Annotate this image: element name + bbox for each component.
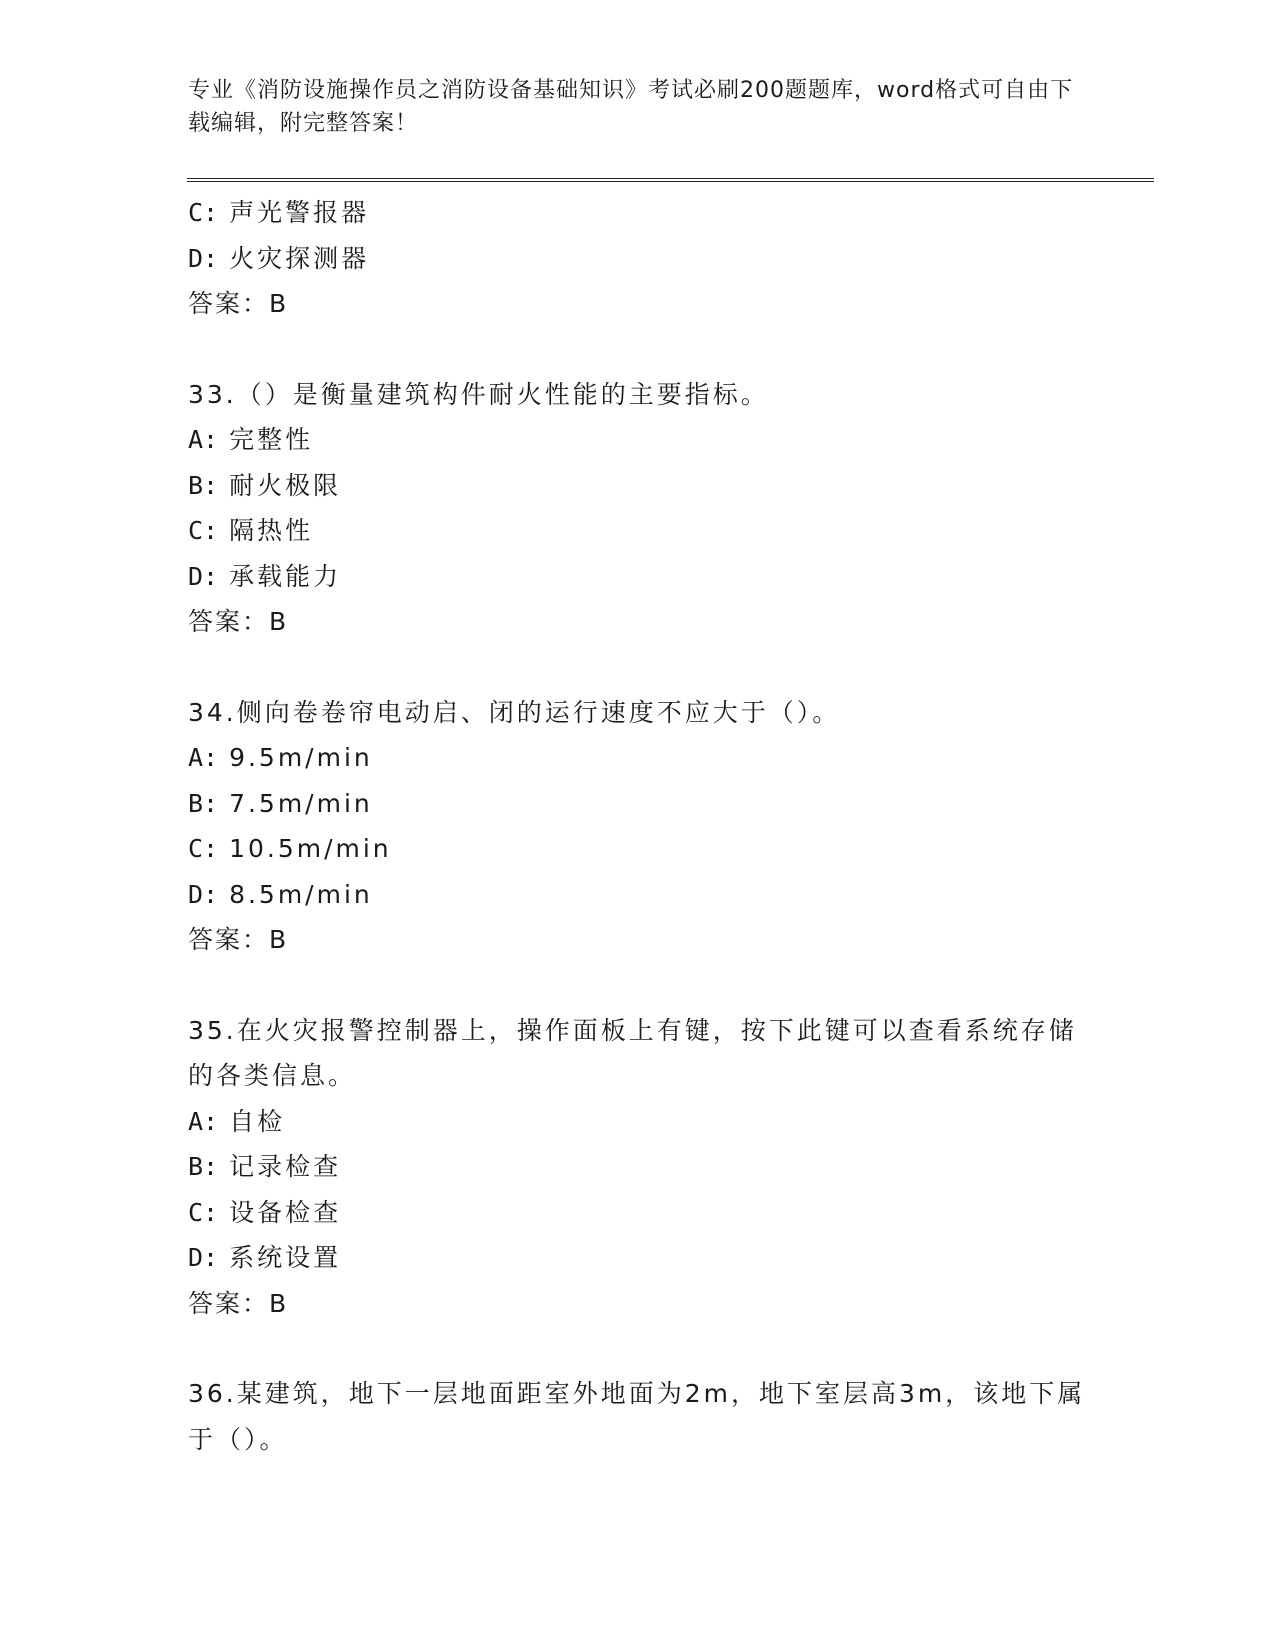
document-header	[188, 74, 1078, 140]
answer-line: 答案：B	[188, 607, 289, 636]
question-36	[188, 1371, 1088, 1462]
option-a	[188, 417, 1088, 463]
option-letter: A:	[188, 1106, 219, 1136]
option-text: 声光警报器	[229, 198, 370, 227]
option-letter: C:	[188, 1197, 219, 1227]
option-d	[188, 872, 1088, 918]
option-letter: C:	[188, 516, 219, 545]
option-letter: D:	[188, 879, 219, 909]
option-letter: B:	[188, 1152, 219, 1181]
option-letter: A:	[188, 743, 219, 772]
question-stem: 34.侧向卷卷帘电动启、闭的运行速度不应大于（）。	[188, 697, 841, 727]
option-c	[188, 508, 1088, 554]
option-letter: D:	[188, 1243, 219, 1272]
question-34	[188, 690, 1088, 963]
option-c	[188, 826, 1088, 872]
option-text: 9.5m/min	[229, 743, 373, 772]
option-letter: C:	[188, 198, 219, 227]
option-text: 系统设置	[229, 1243, 342, 1272]
question-35	[188, 1008, 1088, 1327]
option-text: 设备检查	[229, 1197, 342, 1227]
question-block-partial	[188, 190, 1088, 327]
header-double-rule	[187, 178, 1154, 182]
question-content	[188, 190, 1088, 1462]
option-text: 记录检查	[229, 1152, 342, 1181]
option-letter: A:	[188, 425, 219, 454]
option-text: 隔热性	[229, 516, 314, 545]
option-text: 承载能力	[229, 561, 342, 591]
option-text: 耐火极限	[229, 470, 342, 500]
option-c	[188, 190, 1088, 236]
option-d	[188, 1235, 1088, 1281]
option-text: 火灾探测器	[229, 243, 370, 273]
option-b	[188, 463, 1088, 509]
option-letter: D:	[188, 561, 219, 591]
answer-line: 答案：B	[188, 925, 289, 954]
answer-line: 答案：B	[188, 1288, 289, 1318]
answer-line: 答案：B	[188, 289, 289, 318]
question-33	[188, 372, 1088, 645]
option-text: 10.5m/min	[229, 834, 392, 863]
question-stem: 35.在火灾报警控制器上，操作面板上有键，按下此键可以查看系统存储的各类信息。	[188, 1015, 1077, 1090]
question-stem: 33.（）是衡量建筑构件耐火性能的主要指标。	[188, 379, 769, 409]
option-letter: B:	[188, 788, 219, 818]
option-letter: D:	[188, 243, 219, 273]
option-text: 8.5m/min	[229, 879, 373, 909]
option-a	[188, 1099, 1088, 1145]
option-text: 7.5m/min	[229, 788, 373, 818]
option-text: 自检	[229, 1106, 286, 1136]
option-letter: C:	[188, 834, 219, 863]
question-stem: 36.某建筑，地下一层地面距室外地面为2m，地下室层高3m，该地下属于（）。	[188, 1379, 1086, 1454]
option-d	[188, 236, 1088, 282]
option-b	[188, 1144, 1088, 1190]
option-a	[188, 735, 1088, 781]
option-c	[188, 1190, 1088, 1236]
option-text: 完整性	[229, 425, 314, 454]
option-letter: B:	[188, 470, 219, 500]
option-b	[188, 781, 1088, 827]
document-title: 专业《消防设施操作员之消防设备基础知识》考试必刷200题题库，word格式可自由下载编辑，附完整答案！	[188, 78, 1074, 136]
option-d	[188, 554, 1088, 600]
